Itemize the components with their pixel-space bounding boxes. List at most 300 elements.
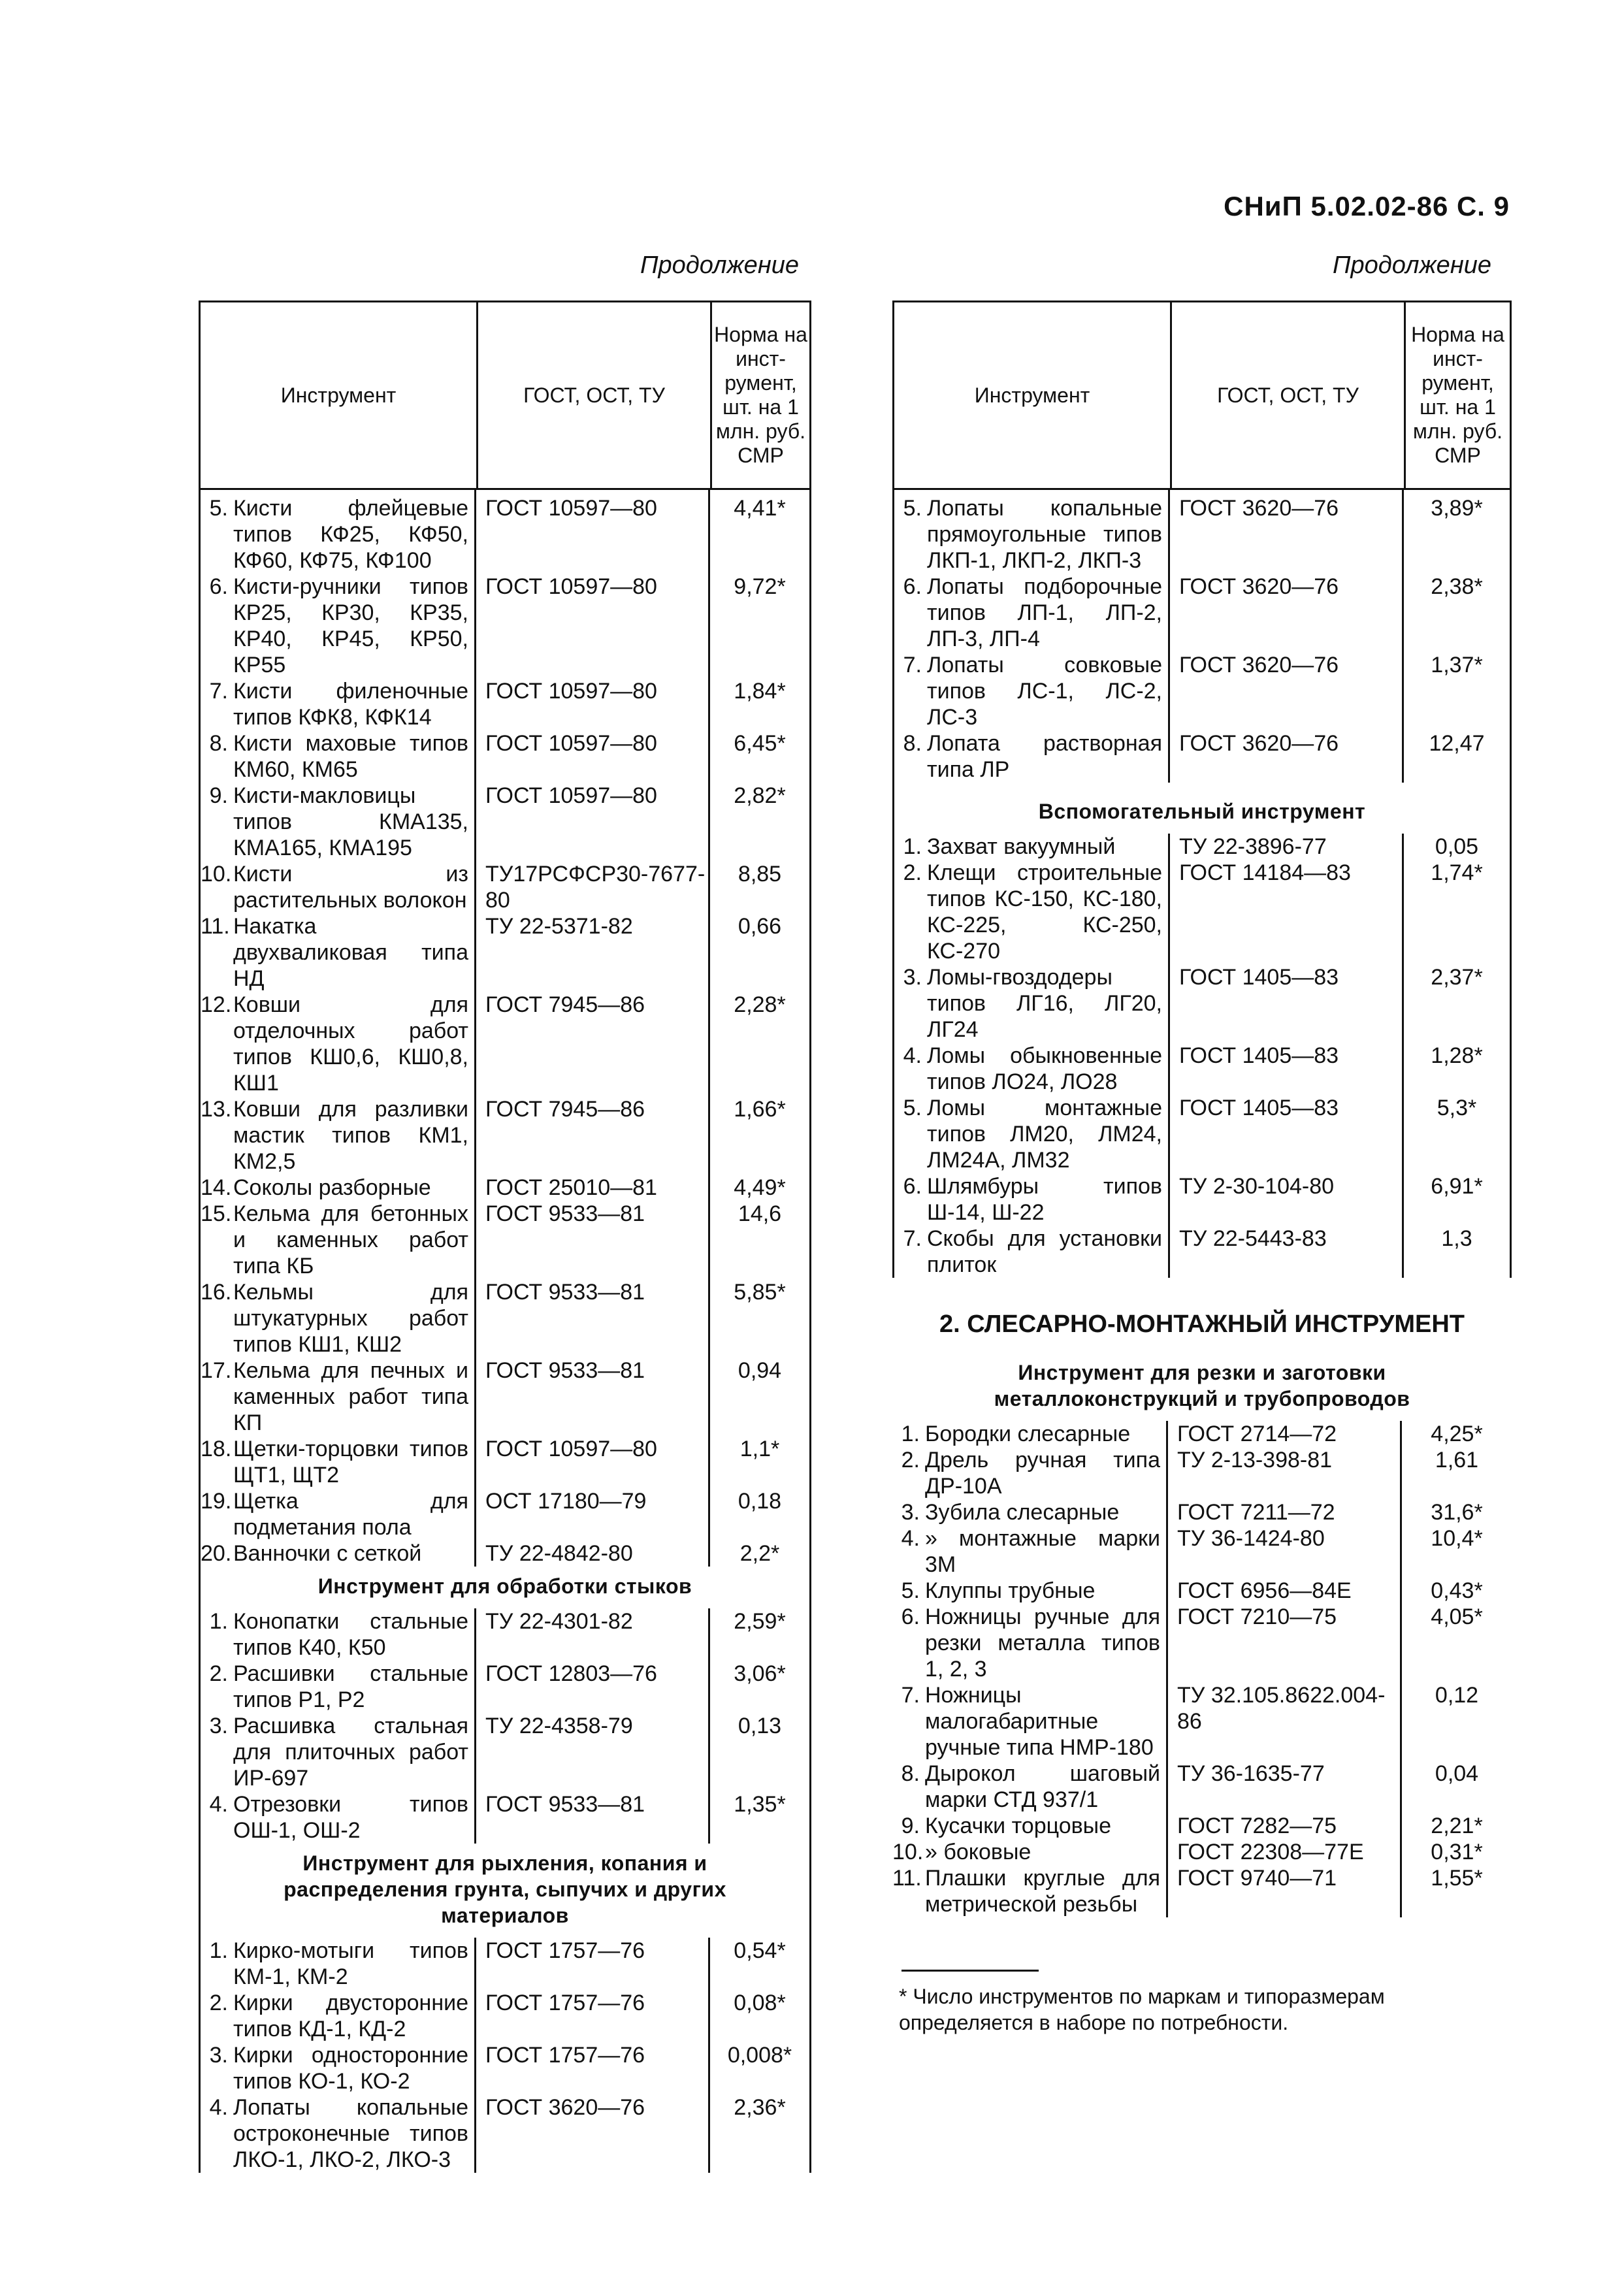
row-instrument: » боковые <box>925 1840 1031 1864</box>
row-norm: 0,05 <box>1435 834 1479 859</box>
row-number: 2. <box>901 1448 920 1472</box>
row-name-cell <box>201 1938 476 1990</box>
row-gost: ГОСТ 25010—81 <box>485 1175 657 1200</box>
row-gost: ГОСТ 1757—76 <box>485 1991 645 2015</box>
table-row <box>201 2042 809 2094</box>
table-row <box>201 1990 809 2042</box>
row-gost: ГОСТ 10597—80 <box>485 731 657 756</box>
row-norm: 1,3 <box>1441 1226 1472 1251</box>
row-instrument: Лопаты копальные остроконечные типов ЛКО-1, ЛКО-2, ЛКО-3 <box>233 2095 468 2172</box>
row-instrument: Кисти-макловицы типов КМА135, КМА165, КМА195 <box>233 783 468 860</box>
row-norm: 0,66 <box>738 914 782 939</box>
table-row <box>201 1201 809 1279</box>
row-instrument: Кирки двусторонние типов КД-1, КД-2 <box>233 1991 468 2041</box>
row-gost: ГОСТ 10597—80 <box>485 679 657 704</box>
row-number: 5. <box>901 1578 920 1603</box>
row-name-cell <box>201 1096 476 1175</box>
row-instrument: Ковши для разливки мастик типов КМ1, КМ2,5 <box>233 1097 468 1174</box>
header-norm: Норма на инст-румент, шт. на 1 млн. руб. СМР <box>1404 302 1510 488</box>
row-gost: ГОСТ 7945—86 <box>485 1097 645 1122</box>
row-gost: ГОСТ 14184—83 <box>1179 860 1351 885</box>
row-number: 5. <box>903 496 922 521</box>
row-norm: 1,28* <box>1431 1043 1483 1068</box>
row-instrument: Ломы обыкновенные типов ЛО24, ЛО28 <box>927 1043 1162 1094</box>
row-name-cell <box>894 1173 1170 1226</box>
table-row <box>201 1791 809 1844</box>
row-name-cell <box>201 1201 476 1279</box>
row-instrument: Кельма для печных и каменных работ типа КП <box>233 1358 468 1435</box>
row-instrument: Кисти маховые типов КМ60, КМ65 <box>233 731 468 782</box>
row-number: 7. <box>903 1226 922 1251</box>
row-number: 1. <box>903 834 922 859</box>
row-norm: 0,31* <box>1431 1840 1483 1864</box>
row-number: 2. <box>903 860 922 885</box>
left-rows-joints <box>201 1608 809 1844</box>
left-body <box>199 490 811 2173</box>
row-norm: 2,37* <box>1431 965 1483 990</box>
row-name-cell <box>892 1525 1168 1578</box>
row-number: 3. <box>901 1500 920 1525</box>
right-rows-main <box>894 490 1510 783</box>
row-gost: ГОСТ 9533—81 <box>485 1280 645 1305</box>
row-norm: 0,13 <box>738 1714 782 1738</box>
row-norm: 2,82* <box>734 783 786 808</box>
row-name-cell <box>894 1226 1170 1278</box>
row-instrument: Бородки слесарные <box>925 1422 1131 1446</box>
table-row <box>201 678 809 730</box>
row-instrument: Соколы разборные <box>233 1175 431 1200</box>
row-norm: 3,89* <box>1431 496 1483 521</box>
table-header <box>892 301 1512 490</box>
row-instrument: Ковши для отделочных работ типов КШ0,6, КШ0,8, КШ1 <box>233 992 468 1096</box>
header-instrument: Инструмент <box>974 383 1090 407</box>
right-table <box>892 301 1512 2036</box>
row-number: 3. <box>209 2043 228 2068</box>
row-instrument: Дырокол шаговый марки СТД 937/1 <box>925 1761 1160 1812</box>
row-name-cell <box>892 1813 1168 1839</box>
row-norm: 0,12 <box>1435 1683 1479 1708</box>
table-row <box>892 1839 1512 1865</box>
row-number: 20. <box>201 1541 232 1566</box>
table-row <box>892 1813 1512 1839</box>
row-instrument: Лопата растворная типа ЛР <box>927 731 1162 782</box>
row-gost: ГОСТ 3620—76 <box>1179 731 1339 756</box>
row-norm: 2,38* <box>1431 574 1483 599</box>
row-number: 1. <box>209 1938 228 1963</box>
row-norm: 1,35* <box>734 1792 786 1817</box>
row-name-cell <box>892 1865 1168 1917</box>
row-norm: 8,85 <box>738 862 782 886</box>
row-instrument: Кисти флейцевые типов КФ25, КФ50, КФ60, КФ75, КФ100 <box>233 496 468 573</box>
row-gost: ГОСТ 6956—84Е <box>1177 1578 1352 1603</box>
row-name-cell <box>894 1043 1170 1095</box>
row-instrument: Клуппы трубные <box>925 1578 1096 1603</box>
row-gost: ТУ 22-4842-80 <box>485 1541 633 1566</box>
row-name-cell <box>892 1604 1168 1682</box>
table-row <box>892 1447 1512 1499</box>
row-number: 10. <box>892 1840 924 1864</box>
row-gost: ТУ 22-5371-82 <box>485 914 633 939</box>
row-norm: 10,4* <box>1431 1526 1483 1551</box>
row-gost: ТУ 32.105.8622.004-86 <box>1177 1683 1386 1734</box>
table-row <box>201 730 809 783</box>
row-name-cell <box>892 1839 1168 1865</box>
left-rows-soil <box>201 1938 809 2173</box>
row-number: 3. <box>209 1714 228 1738</box>
row-name-cell <box>892 1499 1168 1525</box>
row-number: 18. <box>201 1437 232 1461</box>
table-row <box>201 1540 809 1567</box>
row-instrument: Захват вакуумный <box>927 834 1116 859</box>
table-row <box>892 1761 1512 1813</box>
row-gost: ТУ 2-13-398-81 <box>1177 1448 1333 1472</box>
row-instrument: Кирки односторонние типов КО-1, КО-2 <box>233 2043 468 2094</box>
row-name-cell <box>201 861 476 913</box>
row-number: 8. <box>901 1761 920 1786</box>
row-instrument: Кельмы для штукатурных работ типов КШ1, КШ2 <box>233 1280 468 1357</box>
row-norm: 2,59* <box>734 1609 786 1634</box>
table-row <box>894 1173 1510 1226</box>
row-number: 4. <box>209 1792 228 1817</box>
page-header: СНиП 5.02.02-86 С. 9 <box>1224 191 1510 221</box>
row-gost: ГОСТ 3620—76 <box>1179 653 1339 677</box>
row-name-cell <box>201 1791 476 1844</box>
table-row <box>201 1358 809 1436</box>
row-norm: 1,66* <box>734 1097 786 1122</box>
header-gost: ГОСТ, ОСТ, ТУ <box>1170 302 1404 488</box>
table-row <box>201 913 809 992</box>
row-gost: ГОСТ 3620—76 <box>1179 574 1339 599</box>
row-name-cell <box>201 783 476 861</box>
table-header <box>199 301 811 490</box>
row-norm: 0,008* <box>727 2043 792 2068</box>
right-body <box>892 490 1512 1278</box>
row-number: 8. <box>209 731 228 756</box>
row-gost: ТУ 22-5443-83 <box>1179 1226 1327 1251</box>
row-name-cell <box>894 964 1170 1043</box>
row-instrument: Плашки круглые для метрической резьбы <box>925 1866 1160 1917</box>
row-name-cell <box>201 2094 476 2173</box>
row-instrument: Скобы для установки плиток <box>927 1226 1162 1277</box>
row-number: 8. <box>903 731 922 756</box>
row-number: 7. <box>903 653 922 677</box>
row-gost: ТУ17РСФСР30-7677-80 <box>485 862 706 913</box>
row-name-cell <box>894 495 1170 574</box>
header-norm: Норма на инст-румент, шт. на 1 млн. руб. СМР <box>710 302 809 488</box>
footnote-rule <box>901 1970 1039 1972</box>
row-number: 5. <box>209 496 228 521</box>
row-number: 7. <box>901 1683 920 1708</box>
row-norm: 2,2* <box>739 1541 780 1566</box>
row-name-cell <box>894 860 1170 964</box>
row-norm: 0,54* <box>734 1938 786 1963</box>
table-row <box>201 1488 809 1540</box>
row-name-cell <box>892 1578 1168 1604</box>
row-instrument: Кирко-мотыги типов КМ-1, КМ-2 <box>233 1938 468 1989</box>
row-name-cell <box>201 1540 476 1567</box>
row-name-cell <box>894 834 1170 860</box>
row-norm: 0,94 <box>738 1358 782 1383</box>
table-row <box>892 1604 1512 1682</box>
row-instrument: Клещи строительные типов КС-150, КС-180, КС-225, КС-250, КС-270 <box>927 860 1162 964</box>
row-norm: 12,47 <box>1429 731 1485 756</box>
row-gost: ТУ 36-1635-77 <box>1177 1761 1325 1786</box>
row-gost: ГОСТ 9533—81 <box>485 1792 645 1817</box>
row-number: 2. <box>209 1661 228 1686</box>
row-instrument: » монтажные марки 3М <box>925 1526 1160 1577</box>
table-row <box>894 495 1510 574</box>
row-gost: ГОСТ 10597—80 <box>485 1437 657 1461</box>
table-row <box>892 1421 1512 1447</box>
row-name-cell <box>892 1761 1168 1813</box>
row-gost: ГОСТ 10597—80 <box>485 496 657 521</box>
row-norm: 1,84* <box>734 679 786 704</box>
row-number: 15. <box>201 1201 232 1226</box>
header-instrument: Инструмент <box>280 383 397 407</box>
row-name-cell <box>201 1436 476 1488</box>
row-instrument: Лопаты подборочные типов ЛП-1, ЛП-2, ЛП-3, ЛП-4 <box>927 574 1162 651</box>
table-row <box>201 495 809 574</box>
continuation-right: Продолжение <box>1333 252 1491 279</box>
row-name-cell <box>892 1421 1168 1447</box>
section-title-aux: Вспомогательный инструмент <box>1038 800 1366 823</box>
row-instrument: Лопаты совковые типов ЛС-1, ЛС-2, ЛС-3 <box>927 653 1162 730</box>
table-row <box>201 783 809 861</box>
row-gost: ГОСТ 7945—86 <box>485 992 645 1017</box>
row-instrument: Зубила слесарные <box>925 1500 1120 1525</box>
row-name-cell <box>201 495 476 574</box>
row-gost: ГОСТ 9740—71 <box>1177 1866 1337 1891</box>
row-instrument: Конопатки стальные типов К40, К50 <box>233 1609 468 1660</box>
row-number: 17. <box>201 1358 232 1383</box>
row-name-cell <box>201 1608 476 1661</box>
row-instrument: Накатка двухваликовая типа НД <box>233 914 468 991</box>
table-row <box>201 1096 809 1175</box>
table-row <box>894 652 1510 730</box>
table-row <box>201 574 809 678</box>
table-row <box>201 1938 809 1990</box>
row-name-cell <box>201 730 476 783</box>
row-number: 6. <box>901 1604 920 1629</box>
row-instrument: Кисти-ручники типов КР25, КР30, КР35, КР40, КР45, КР50, КР55 <box>233 574 468 677</box>
row-number: 3. <box>903 965 922 990</box>
row-gost: ГОСТ 9533—81 <box>485 1358 645 1383</box>
row-number: 9. <box>209 783 228 808</box>
row-norm: 2,36* <box>734 2095 786 2120</box>
row-name-cell <box>201 1990 476 2042</box>
row-name-cell <box>201 1358 476 1436</box>
row-gost: ТУ 2-30-104-80 <box>1179 1174 1335 1199</box>
row-gost: ГОСТ 1757—76 <box>485 2043 645 2068</box>
row-number: 5. <box>903 1096 922 1120</box>
row-norm: 5,85* <box>734 1280 786 1305</box>
row-number: 1. <box>209 1609 228 1634</box>
row-name-cell <box>201 992 476 1096</box>
row-instrument: Щетка для подметания пола <box>233 1489 468 1540</box>
row-instrument: Ножницы ручные для резки металла типов 1, 2, 3 <box>925 1604 1160 1682</box>
row-gost: ОСТ 17180—79 <box>485 1489 647 1514</box>
right-rows-metal <box>892 1421 1512 1917</box>
table-row <box>201 1279 809 1358</box>
row-number: 2. <box>209 1991 228 2015</box>
table-row <box>892 1682 1512 1761</box>
row-norm: 0,18 <box>738 1489 782 1514</box>
row-norm: 6,45* <box>734 731 786 756</box>
footnote: * Число инструментов по маркам и типоразмерам определяется в наборе по потребности. <box>899 1985 1385 2034</box>
row-number: 11. <box>201 914 230 939</box>
row-gost: ГОСТ 1757—76 <box>485 1938 645 1963</box>
table-row <box>201 1661 809 1713</box>
table-row <box>894 730 1510 783</box>
row-number: 1. <box>901 1422 920 1446</box>
row-instrument: Расшивки стальные типов Р1, Р2 <box>233 1661 468 1712</box>
row-name-cell <box>201 574 476 678</box>
row-number: 19. <box>201 1489 232 1514</box>
row-name-cell <box>894 574 1170 652</box>
section-heading-metal: 2. СЛЕСАРНО-МОНТАЖНЫЙ ИНСТРУМЕНТ <box>939 1310 1465 1338</box>
row-norm: 0,04 <box>1435 1761 1479 1786</box>
row-instrument: Щетки-торцовки типов ЩТ1, ЩТ2 <box>233 1437 468 1488</box>
row-name-cell <box>201 1713 476 1791</box>
row-name-cell <box>201 2042 476 2094</box>
right-rows-aux <box>894 834 1510 1278</box>
row-instrument: Кусачки торцовые <box>925 1813 1112 1838</box>
section-title-soil: Инструмент для рыхления, копания и распределения грунта, сыпучих и других материалов <box>284 1851 726 1927</box>
row-number: 6. <box>903 1174 922 1199</box>
row-gost: ТУ 36-1424-80 <box>1177 1526 1325 1551</box>
row-number: 13. <box>201 1097 232 1122</box>
table-row <box>201 992 809 1096</box>
table-row <box>894 964 1510 1043</box>
row-instrument: Отрезовки типов ОШ-1, ОШ-2 <box>233 1792 468 1843</box>
row-name-cell <box>892 1447 1168 1499</box>
row-gost: ГОСТ 12803—76 <box>485 1661 657 1686</box>
row-name-cell <box>894 730 1170 783</box>
table-row <box>894 574 1510 652</box>
table-row <box>892 1578 1512 1604</box>
table-row <box>201 1713 809 1791</box>
row-norm: 1,1* <box>739 1437 780 1461</box>
row-norm: 5,3* <box>1437 1096 1477 1120</box>
row-name-cell <box>201 1175 476 1201</box>
row-number: 14. <box>201 1175 232 1200</box>
row-name-cell <box>201 1488 476 1540</box>
row-norm: 2,28* <box>734 992 786 1017</box>
row-norm: 4,05* <box>1431 1604 1483 1629</box>
row-number: 10. <box>201 862 232 886</box>
row-gost: ГОСТ 7210—75 <box>1177 1604 1337 1629</box>
row-number: 11. <box>892 1866 922 1891</box>
row-norm: 1,74* <box>1431 860 1483 885</box>
right-body-metal <box>892 1278 1512 2036</box>
row-number: 4. <box>209 2095 228 2120</box>
row-number: 4. <box>903 1043 922 1068</box>
table-row <box>892 1525 1512 1578</box>
row-gost: ГОСТ 3620—76 <box>1179 496 1339 521</box>
row-gost: ГОСТ 2714—72 <box>1177 1422 1337 1446</box>
row-norm: 4,41* <box>734 496 786 521</box>
row-name-cell <box>201 678 476 730</box>
row-number: 16. <box>201 1280 232 1305</box>
section-title-metal: Инструмент для резки и заготовки металлоконструкций и трубопроводов <box>994 1361 1410 1410</box>
table-row <box>894 1095 1510 1173</box>
row-norm: 3,06* <box>734 1661 786 1686</box>
left-table <box>199 301 811 2173</box>
row-gost: ГОСТ 7282—75 <box>1177 1813 1337 1838</box>
row-norm: 6,91* <box>1431 1174 1483 1199</box>
row-number: 6. <box>209 574 228 599</box>
row-instrument: Кельма для бетонных и каменных работ типа КБ <box>233 1201 468 1278</box>
row-gost: ГОСТ 1405—83 <box>1179 1043 1339 1068</box>
left-rows-main <box>201 490 809 1567</box>
row-norm: 1,55* <box>1431 1866 1483 1891</box>
row-gost: ГОСТ 22308—77Е <box>1177 1840 1364 1864</box>
row-name-cell <box>201 1661 476 1713</box>
row-gost: ГОСТ 10597—80 <box>485 783 657 808</box>
row-norm: 2,21* <box>1431 1813 1483 1838</box>
row-instrument: Кисти филеночные типов КФК8, КФК14 <box>233 679 468 730</box>
row-number: 6. <box>903 574 922 599</box>
row-number: 4. <box>901 1526 920 1551</box>
row-name-cell <box>201 1279 476 1358</box>
header-gost: ГОСТ, ОСТ, ТУ <box>476 302 710 488</box>
row-gost: ГОСТ 3620—76 <box>485 2095 645 2120</box>
table-row <box>201 2094 809 2173</box>
table-row <box>201 1436 809 1488</box>
row-norm: 31,6* <box>1431 1500 1483 1525</box>
row-instrument: Шлямбуры типов Ш-14, Ш-22 <box>927 1174 1162 1225</box>
row-instrument: Ножницы малогабаритные ручные типа НМР-180 <box>925 1683 1154 1760</box>
table-row <box>894 1043 1510 1095</box>
row-norm: 4,25* <box>1431 1422 1483 1446</box>
row-instrument: Лопаты копальные прямоугольные типов ЛКП-1, ЛКП-2, ЛКП-3 <box>927 496 1162 573</box>
table-row <box>201 1608 809 1661</box>
row-number: 7. <box>209 679 228 704</box>
row-instrument: Ломы-гвоздодеры типов ЛГ16, ЛГ20, ЛГ24 <box>927 965 1162 1042</box>
row-norm: 1,61 <box>1435 1448 1479 1472</box>
table-row <box>201 1175 809 1201</box>
table-row <box>894 834 1510 860</box>
row-gost: ГОСТ 9533—81 <box>485 1201 645 1226</box>
row-gost: ТУ 22-4358-79 <box>485 1714 633 1738</box>
row-number: 9. <box>901 1813 920 1838</box>
row-gost: ГОСТ 1405—83 <box>1179 1096 1339 1120</box>
row-number: 12. <box>201 992 232 1017</box>
row-instrument: Дрель ручная типа ДР-10А <box>925 1448 1160 1499</box>
row-norm: 4,49* <box>734 1175 786 1200</box>
row-instrument: Ломы монтажные типов ЛМ20, ЛМ24, ЛМ24А, ЛМ32 <box>927 1096 1162 1173</box>
row-name-cell <box>894 1095 1170 1173</box>
continuation-left: Продолжение <box>640 252 799 279</box>
table-row <box>201 861 809 913</box>
table-row <box>894 1226 1510 1278</box>
row-instrument: Расшивка стальная для плиточных работ ИР-697 <box>233 1714 468 1791</box>
row-gost: ТУ 22-4301-82 <box>485 1609 633 1634</box>
table-row <box>892 1865 1512 1917</box>
row-instrument: Ванночки с сеткой <box>233 1541 422 1566</box>
row-name-cell <box>201 913 476 992</box>
row-gost: ГОСТ 1405—83 <box>1179 965 1339 990</box>
row-norm: 0,08* <box>734 1991 786 2015</box>
row-gost: ГОСТ 7211—72 <box>1177 1500 1335 1525</box>
row-gost: ГОСТ 10597—80 <box>485 574 657 599</box>
row-norm: 9,72* <box>734 574 786 599</box>
row-name-cell <box>894 652 1170 730</box>
row-norm: 14,6 <box>738 1201 782 1226</box>
row-instrument: Кисти из растительных волокон <box>233 862 468 913</box>
row-norm: 0,43* <box>1431 1578 1483 1603</box>
row-name-cell <box>892 1682 1168 1761</box>
